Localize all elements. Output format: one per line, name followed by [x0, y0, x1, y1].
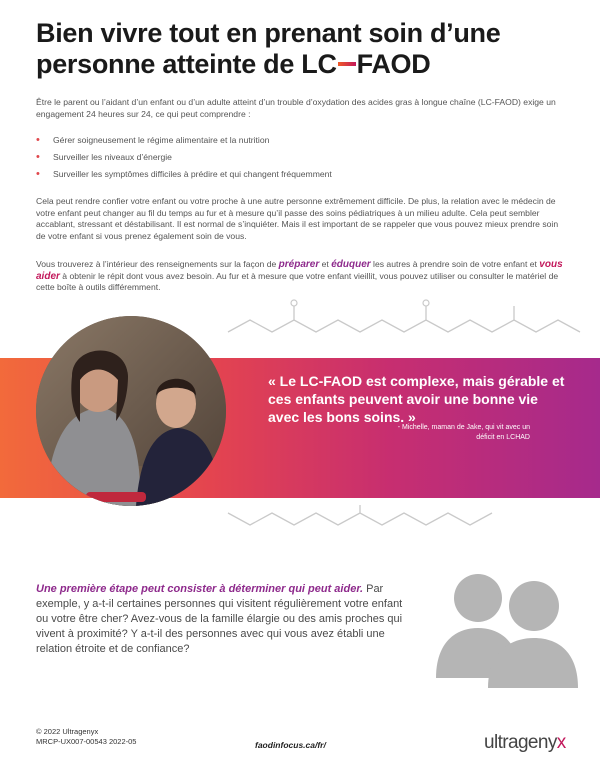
intro-bullet-list — [36, 134, 332, 185]
bullet-dot-icon: • — [36, 134, 40, 146]
intro-paragraph: Être le parent ou l’aidant d’un enfant ou d’un adulte atteint d’un trouble d’oxydation des acides gras à longue chaîne (LC-FAOD) exige un engagement 24 heures sur 24, ce qui peut comprendre : — [36, 97, 556, 119]
first-step-text: Par exemple, y a-t-il certaines personnes qui visitent régulièrement votre enfant ou votre être cher? Avez-vous de la famille élargie ou des amis proches qui vivent à proximité? Y a-t-il des personnes avec qui vous avez établi une relation étroite et de confiance? — [36, 583, 403, 655]
copyright-text: © 2022 Ultragenyx — [36, 727, 99, 736]
bullet-dot-icon: • — [36, 168, 40, 180]
logo-text: ultrageny — [484, 732, 557, 753]
bullet-text: Gérer soigneusement le régime alimentaire et la nutrition — [53, 135, 270, 145]
p3-text: et — [319, 259, 332, 269]
bullet-dot-icon: • — [36, 151, 40, 163]
bullet-item — [36, 134, 332, 151]
bullet-item — [36, 151, 332, 168]
people-silhouette-icon — [430, 560, 580, 690]
p3-text: à obtenir le répit dont vous avez besoin. Au fur et à mesure que votre enfant vieillit, vous pouvez utiliser ou consulter le matériel de cette boîte à outils différemment. — [36, 270, 559, 293]
first-step-lead: Une première étape peut consister à déterminer qui peut aider. — [36, 583, 364, 595]
mother-son-photo — [36, 316, 226, 506]
emphasis-educate: éduquer — [331, 259, 371, 270]
first-step-paragraph — [36, 582, 404, 657]
body-paragraph: Cela peut rendre confier votre enfant ou votre proche à une autre personne extrêmement difficile. De plus, la relation avec le médecin de votre enfant peut changer au fil du temps au fur et à mesure qu’il passe des soins pédiatriques à un milieu adulte. Cela peut sembler accablant, stressant et déstabilisant. Il est normal de s’inquiéter. Mais il est important de se rappeler que vous pouvez mieux prendre soin de votre enfant si vous prenez également soin de vous. — [36, 196, 559, 241]
testimonial-quote: « Le LC-FAOD est complexe, mais gérable et ces enfants peuvent avoir une bonne vie avec les bons soins. » — [268, 373, 565, 425]
lc-dash-icon — [338, 62, 356, 66]
document-code: MRCP-UX007-00543 2022-05 — [36, 737, 137, 746]
title-acronym: FAOD — [356, 49, 431, 79]
footer-url-link[interactable]: faodinfocus.ca/fr/ — [255, 740, 326, 750]
ultragenyx-logo — [484, 732, 566, 754]
bullet-text: Surveiller les niveaux d’énergie — [53, 152, 172, 162]
bullet-text: Surveiller les symptômes difficiles à prédire et qui changent fréquemment — [53, 169, 332, 179]
emphasis-help-you: vous aider — [36, 259, 563, 282]
logo-x-mark: x — [556, 732, 566, 753]
p3-text: Vous trouverez à l’intérieur des renseignements sur la façon de — [36, 259, 279, 269]
bullet-item — [36, 168, 332, 185]
emphasis-prepare: préparer — [278, 259, 320, 270]
footer-legal — [36, 727, 136, 747]
molecule-chain-decoration — [0, 505, 600, 555]
quote-attribution: - Michelle, maman de Jake, qui vit avec un déficit en LCHAD — [397, 424, 530, 441]
toolkit-paragraph — [36, 259, 568, 294]
page-title — [36, 18, 576, 80]
title-text: Bien vivre tout en prenant soin d’une personne atteinte de LC — [36, 18, 501, 79]
p3-text: les autres à prendre soin de votre enfant et — [370, 259, 540, 269]
